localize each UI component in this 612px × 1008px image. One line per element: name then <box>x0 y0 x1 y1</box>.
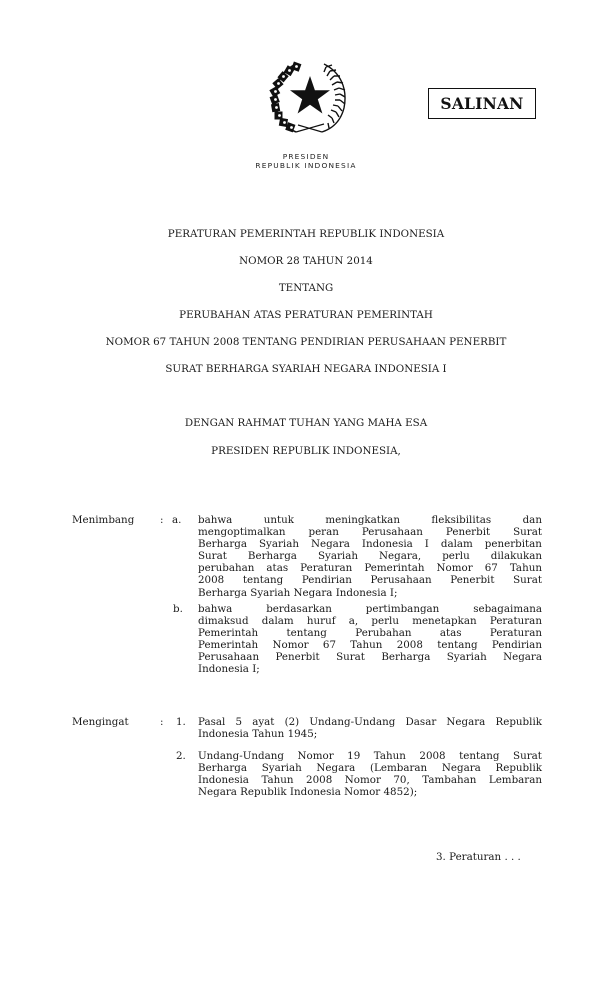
mengingat-label: Mengingat <box>72 716 129 728</box>
mengingat-item-2-body <box>198 750 542 798</box>
text-line: Berharga Syariah Negara Indonesia I; <box>198 586 398 599</box>
menimbang-item-a-body <box>198 514 542 599</box>
text-line: 2008 tentang Pendirian Perusahaan Penerbit Surat <box>198 574 542 587</box>
menimbang-colon: : <box>160 514 164 526</box>
text-line: Negara Republik Indonesia Nomor 4852); <box>198 786 418 799</box>
text-line: Indonesia Tahun 1945; <box>198 728 318 741</box>
menimbang-item-b-marker: b. <box>173 603 183 615</box>
text-line: bahwa untuk meningkatkan fleksibilitas dan <box>198 514 542 526</box>
text-line: dimaksud dalam huruf a, perlu menetapkan Peraturan <box>198 615 542 628</box>
text-line: Surat Berharga Syariah Negara, perlu dilakukan <box>198 550 542 563</box>
text-line: bahwa berdasarkan pertimbangan sebagaimana <box>198 603 542 615</box>
preamble-invocation: DENGAN RAHMAT TUHAN YANG MAHA ESA <box>184 417 428 429</box>
garuda-star-wreath-emblem-icon <box>266 58 354 138</box>
preamble-president: PRESIDEN REPUBLIK INDONESIA, <box>211 445 401 457</box>
text-line: mengoptimalkan peran Perusahaan Penerbit Surat <box>198 526 542 539</box>
text-line: Perusahaan Penerbit Surat Berharga Syariah Negara <box>198 651 542 664</box>
mengingat-item-2-marker: 2. <box>176 750 186 762</box>
menimbang-item-b-body <box>198 603 542 676</box>
menimbang-item-a-marker: a. <box>172 514 182 526</box>
text-line: Pasal 5 ayat (2) Undang-Undang Dasar Negara Republik <box>198 716 542 728</box>
republik-indonesia-label: REPUBLIK INDONESIA <box>255 161 357 170</box>
salinan-stamp: SALINAN <box>428 88 536 119</box>
text-line: perubahan atas Peraturan Pemerintah Nomor 67 Tahun <box>198 562 542 575</box>
regulation-title: PERATURAN PEMERINTAH REPUBLIK INDONESIA <box>167 228 445 240</box>
mengingat-item-1-body <box>198 716 542 740</box>
next-page-catchword: 3. Peraturan . . . <box>436 851 521 863</box>
regulation-number: NOMOR 28 TAHUN 2014 <box>239 255 373 267</box>
text-line: Berharga Syariah Negara (Lembaran Negara Republik <box>198 762 542 775</box>
text-line: Berharga Syariah Negara Indonesia I dalam penerbitan <box>198 538 542 551</box>
subject-line-1: PERUBAHAN ATAS PERATURAN PEMERINTAH <box>179 309 433 321</box>
text-line: Undang-Undang Nomor 19 Tahun 2008 tentang Surat <box>198 750 542 762</box>
text-line: Indonesia I; <box>198 663 260 676</box>
mengingat-item-1-marker: 1. <box>176 716 186 728</box>
mengingat-colon: : <box>160 716 164 728</box>
subject-line-3: SURAT BERHARGA SYARIAH NEGARA INDONESIA I <box>165 363 447 375</box>
tentang-heading: TENTANG <box>278 282 334 294</box>
menimbang-label: Menimbang <box>72 514 135 526</box>
text-line: Pemerintah Nomor 67 Tahun 2008 tentang Pendirian <box>198 639 542 652</box>
subject-line-2: NOMOR 67 TAHUN 2008 TENTANG PENDIRIAN PERUSAHAAN PENERBIT <box>105 336 507 348</box>
text-line: Pemerintah tentang Perubahan atas Peraturan <box>198 627 542 640</box>
presiden-label: PRESIDEN <box>282 152 330 161</box>
text-line: Indonesia Tahun 2008 Nomor 70, Tambahan Lembaran <box>198 774 542 787</box>
